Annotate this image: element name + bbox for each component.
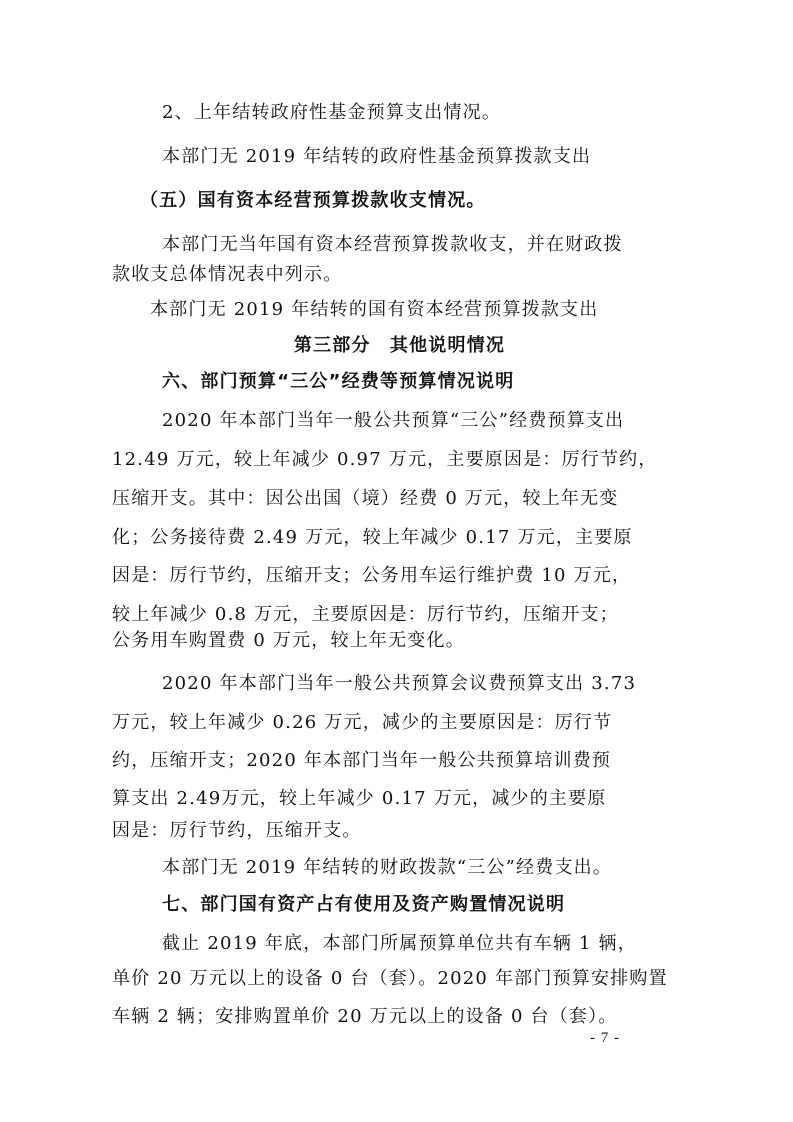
text-line: 2、上年结转政府性基金预算支出情况。: [162, 102, 502, 123]
text-line: 本部门无当年国有资本经营预算拨款收支，并在财政拨: [162, 234, 623, 255]
part-heading: 第三部分 其他说明情况: [293, 335, 506, 356]
text-line: 万元，较上年减少 0.26 万元，减少的主要原因是：厉行节: [112, 712, 613, 733]
text-line: 公务用车购置费 0 万元，较上年无变化。: [112, 630, 465, 651]
text-line: 本部门无 2019 年结转的政府性基金预算拨款支出: [162, 146, 592, 167]
text-line: 2020 年本部门当年一般公共预算“三公”经费预算支出: [162, 410, 625, 431]
text-line: 2020 年本部门当年一般公共预算会议费预算支出 3.73: [162, 673, 637, 694]
text-line: 约，压缩开支；2020 年本部门当年一般公共预算培训费预: [112, 750, 612, 771]
text-line: 较上年减少 0.8 万元，主要原因是：厉行节约，压缩开支；: [112, 604, 619, 625]
text-line: 化；公务接待费 2.49 万元，较上年减少 0.17 万元，主要原: [112, 527, 633, 548]
text-line: 算支出 2.49万元，较上年减少 0.17 万元，减少的主要原: [112, 788, 607, 809]
page-number: - 7 -: [590, 1030, 620, 1046]
text-line: 截止 2019 年底，本部门所属预算单位共有车辆 1 辆，: [162, 933, 637, 954]
text-line: 压缩开支。其中：因公出国（境）经费 0 万元，较上年无变: [112, 488, 619, 509]
section-heading: （五）国有资本经营预算拨款收支情况。: [140, 190, 486, 211]
text-line: 款收支总体情况表中列示。: [112, 264, 343, 285]
text-line: 单价 20 万元以上的设备 0 台（套）。2020 年部门预算安排购置: [112, 968, 668, 989]
section-heading: 六、部门预算“三公”经费等预算情况说明: [162, 371, 515, 392]
text-line: 本部门无 2019 年结转的财政拨款“三公”经费支出。: [162, 857, 613, 878]
text-line: 因是：厉行节约，压缩开支。: [112, 820, 362, 841]
text-line: 本部门无 2019 年结转的国有资本经营预算拨款支出: [150, 299, 599, 320]
text-line: 车辆 2 辆；安排购置单价 20 万元以上的设备 0 台（套）。: [112, 1006, 618, 1027]
section-heading: 七、部门国有资产占有使用及资产购置情况说明: [162, 894, 566, 915]
text-line: 12.49 万元，较上年减少 0.97 万元，主要原因是：厉行节约，: [112, 449, 658, 470]
text-line: 因是：厉行节约，压缩开支；公务用车运行维护费 10 万元，: [112, 565, 632, 586]
